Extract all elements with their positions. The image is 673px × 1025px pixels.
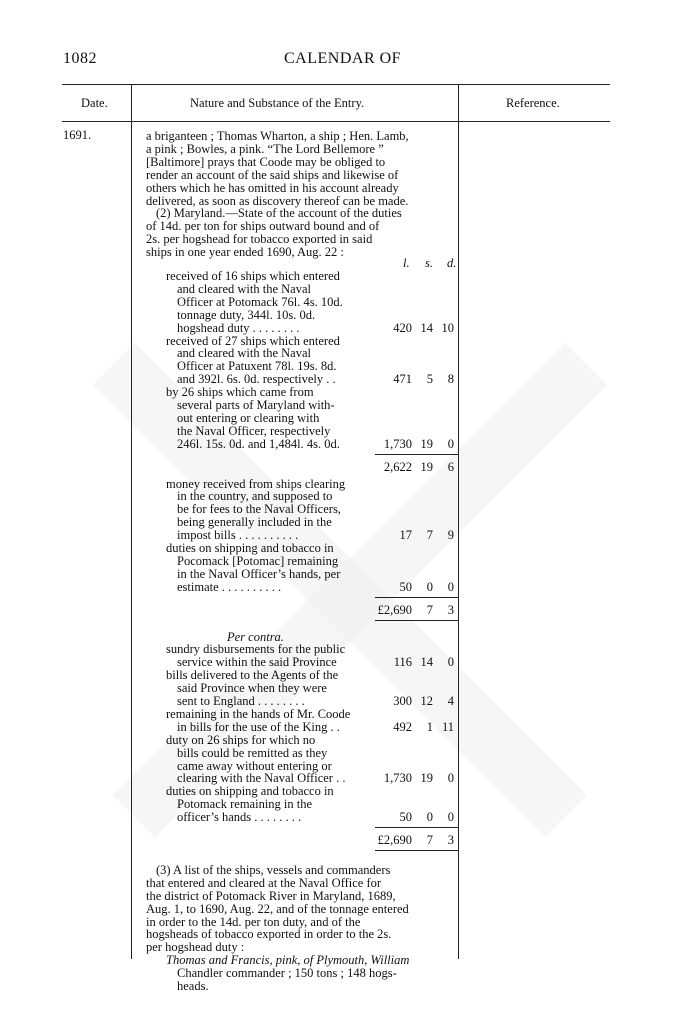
per-contra-heading: Per contra. — [227, 629, 284, 644]
receipt-line: tonnage duty, 344l. 10s. 0d. — [177, 307, 316, 322]
contra-line: service within the said Province — [177, 655, 337, 670]
contra-amount-l: 492 — [393, 719, 412, 734]
receipt-amount-s: 14 — [420, 320, 433, 335]
header-rule-bottom — [62, 121, 610, 122]
contra-line: in bills for the use of the King . . — [177, 719, 340, 734]
closing-line: per hogshead duty : — [146, 940, 245, 955]
subtotal-s: 19 — [420, 459, 433, 474]
contra-line: duties on shipping and tobacco in — [166, 784, 334, 799]
receipt-amount-l: 471 — [393, 372, 412, 387]
receipt-line: and cleared with the Naval — [177, 346, 311, 361]
contra-amount-l: 300 — [393, 694, 412, 708]
closing-line: (3) A list of the ships, vessels and commanders — [156, 862, 391, 877]
receipt2-line: estimate . . . . . . . . . . — [177, 579, 282, 594]
intro-line: others which he has omitted in his account already — [146, 180, 399, 195]
receipt-line: received of 16 ships which entered — [166, 269, 340, 283]
intro-line: render an account of the said ships and likewise of — [146, 167, 399, 182]
subtotal-d: 6 — [447, 459, 454, 474]
divider-left — [131, 84, 132, 959]
intro-line: a pink ; Bowles, a pink. “The Lord Bellemore ” — [146, 141, 384, 156]
receipt-line: the Naval Officer, respectively — [177, 423, 331, 438]
contra-amount-d: 4 — [447, 694, 454, 708]
contra-amount-s: 19 — [420, 771, 433, 786]
receipt-line: several parts of Maryland with- — [177, 398, 335, 412]
intro-line: ships in one year ended 1690, Aug. 22 : — [146, 245, 344, 260]
contra-amount-s: 1 — [426, 719, 433, 734]
total-2-s: 7 — [426, 833, 433, 847]
receipt-amount-d: 0 — [447, 436, 454, 451]
receipt2-line: impost bills . . . . . . . . . . — [177, 528, 299, 543]
receipt-line: by 26 ships which came from — [166, 385, 314, 400]
contra-line: duty on 26 ships for which no — [166, 732, 316, 747]
receipt-amount-l: 420 — [393, 320, 412, 335]
closing-line: that entered and cleared at the Naval Office for — [146, 875, 382, 890]
receipt-line: received of 27 ships which entered — [166, 333, 340, 348]
intro-line: 2s. per hogshead for tobacco exported in said — [146, 232, 373, 247]
column-nature: Nature and Substance of the Entry. — [190, 96, 365, 110]
sum-rule-3 — [375, 620, 458, 621]
receipt-line: out entering or clearing with — [177, 410, 320, 425]
closing-line: the district of Potomack River in Maryland, 1689, — [146, 888, 396, 903]
column-date: Date. — [81, 96, 108, 110]
closing-line: Aug. 1, to 1690, Aug. 22, and of the tonnage entered — [146, 901, 409, 916]
receipt-line: and 392l. 6s. 0d. respectively . . — [177, 372, 336, 387]
sum-rule-1 — [375, 454, 458, 455]
contra-amount-l: 50 — [399, 810, 412, 825]
contra-amount-d: 0 — [447, 810, 454, 825]
contra-amount-d: 0 — [447, 655, 454, 670]
receipt-line: and cleared with the Naval — [177, 281, 311, 296]
contra-line: clearing with the Naval Officer . . — [177, 771, 346, 786]
receipt2-amount-d: 9 — [447, 528, 454, 543]
receipt2-line: be for fees to the Naval Officers, — [177, 502, 341, 517]
intro-line: delivered, as soon as discovery thereof can be made. — [146, 193, 409, 208]
sum-rule-5 — [375, 850, 458, 851]
running-title: CALENDAR OF — [284, 50, 402, 67]
closing-line: heads. — [177, 979, 209, 993]
receipt2-line: duties on shipping and tobacco in — [166, 541, 334, 555]
total-1-s: 7 — [426, 602, 433, 617]
intro-line: [Baltimore] prays that Coode may be obliged to — [146, 154, 386, 169]
receipt2-line: being generally included in the — [177, 515, 332, 530]
receipt2-amount-s: 0 — [426, 579, 433, 594]
receipt2-line: in the Naval Officer’s hands, per — [177, 566, 341, 581]
contra-amount-s: 0 — [426, 810, 433, 825]
year-label: 1691. — [63, 128, 92, 142]
currency-head-l: l. — [403, 256, 410, 270]
closing-line: Thomas and Francis, pink, of Plymouth, William — [166, 953, 410, 968]
intro-line: a briganteen ; Thomas Wharton, a ship ; Hen. Lamb, — [146, 129, 409, 143]
contra-amount-d: 0 — [447, 771, 454, 786]
receipt-line: Officer at Potomack 76l. 4s. 10d. — [177, 294, 343, 309]
contra-line: said Province when they were — [177, 681, 327, 696]
contra-line: officer’s hands . . . . . . . . — [177, 810, 302, 825]
receipt2-line: in the country, and supposed to — [177, 489, 333, 504]
receipt2-line: money received from ships clearing — [166, 476, 346, 491]
closing-line: hogsheads of tobacco exported in order to the 2s. — [146, 927, 392, 942]
contra-line: Potomack remaining in the — [177, 797, 313, 812]
contra-amount-l: 116 — [393, 655, 412, 670]
receipt-line: Officer at Patuxent 78l. 19s. 8d. — [177, 359, 337, 374]
contra-amount-s: 14 — [420, 655, 433, 670]
receipt2-amount-d: 0 — [447, 579, 454, 594]
receipt-amount-s: 5 — [426, 372, 433, 387]
receipt-amount-d: 10 — [441, 320, 454, 335]
total-1-l: £2,690 — [377, 602, 412, 617]
receipt-line: hogshead duty . . . . . . . . — [177, 320, 300, 335]
contra-line: sent to England . . . . . . . . — [177, 694, 305, 708]
receipt2-amount-l: 17 — [399, 528, 412, 543]
receipt2-amount-l: 50 — [399, 579, 412, 594]
contra-line: sundry disbursements for the public — [166, 642, 346, 657]
total-1-d: 3 — [447, 602, 454, 617]
receipt-amount-s: 19 — [420, 436, 433, 451]
receipt-line: 246l. 15s. 0d. and 1,484l. 4s. 0d. — [177, 436, 340, 451]
contra-line: bills could be remitted as they — [177, 745, 328, 760]
total-2-d: 3 — [447, 833, 454, 847]
receipt-amount-d: 8 — [447, 372, 454, 387]
divider-right — [458, 84, 459, 959]
currency-head-s: s. — [425, 256, 433, 270]
contra-amount-l: 1,730 — [383, 771, 412, 786]
receipt-amount-l: 1,730 — [383, 436, 412, 451]
receipt2-amount-s: 7 — [426, 528, 433, 543]
currency-head-d: d. — [447, 256, 457, 270]
closing-line: in order to the 14d. per ton duty, and of the — [146, 914, 361, 929]
subtotal-l: 2,622 — [383, 459, 412, 474]
closing-line: Chandler commander ; 150 tons ; 148 hogs- — [177, 966, 397, 981]
intro-line: (2) Maryland.—State of the account of the duties — [156, 206, 402, 221]
column-reference: Reference. — [506, 96, 560, 110]
total-2-l: £2,690 — [377, 833, 412, 847]
sum-rule-4 — [375, 827, 458, 828]
contra-line: remaining in the hands of Mr. Coode — [166, 706, 351, 721]
intro-line: of 14d. per ton for ships outward bound and of — [146, 219, 380, 234]
contra-line: bills delivered to the Agents of the — [166, 668, 339, 683]
contra-line: came away without entering or — [177, 758, 332, 773]
contra-amount-d: 11 — [441, 719, 454, 734]
sum-rule-2 — [375, 597, 458, 598]
receipt2-line: Pocomack [Potomac] remaining — [177, 553, 339, 568]
page-number: 1082 — [63, 50, 97, 67]
header-rule-top — [62, 84, 610, 85]
contra-amount-s: 12 — [420, 694, 433, 708]
